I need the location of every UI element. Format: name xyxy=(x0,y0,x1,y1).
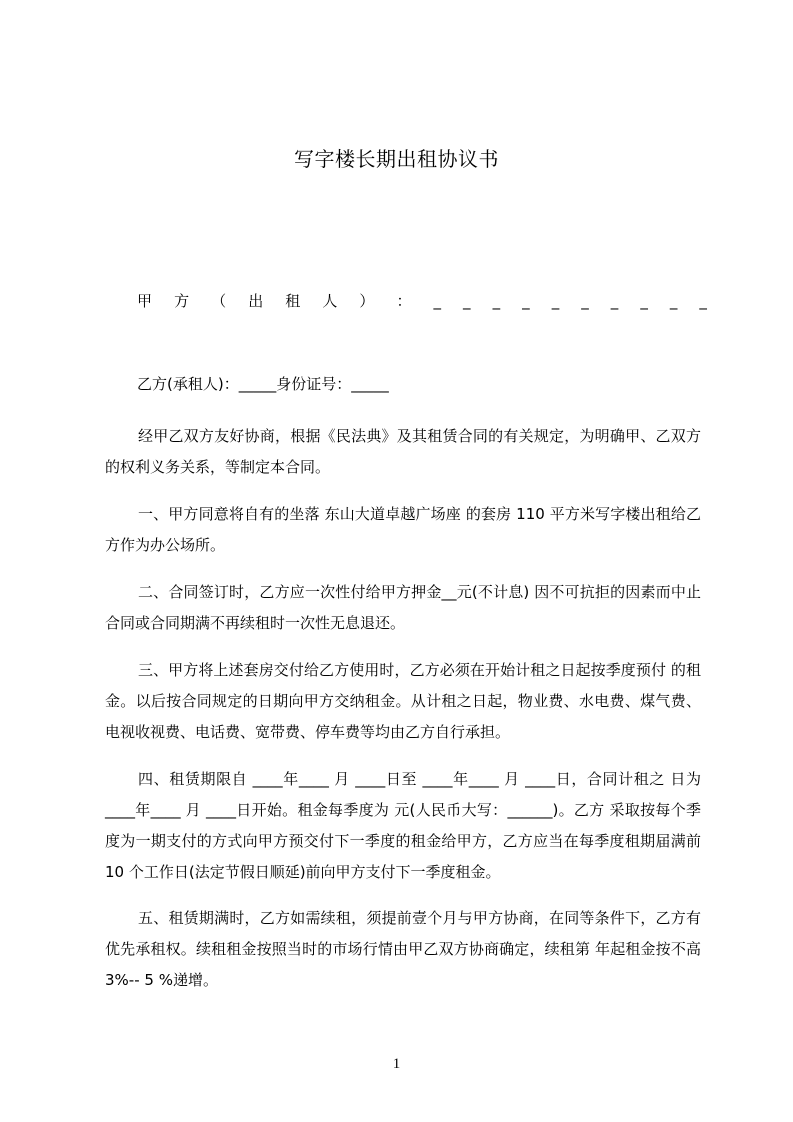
party-a-char: ： xyxy=(396,292,412,310)
party-a-char: 方 xyxy=(174,292,190,310)
party-a-char: （ xyxy=(211,292,227,310)
clause-3-paragraph: 三、甲方将上述套房交付给乙方使用时，乙方必须在开始计租之日起按季度预付 的租金。以后按合同规定的日期向甲方交纳租金。从计租之日起，物业费、水电费、煤气费、电视收视费、电话费、宽带费、停车费等均由乙方自行承担。 xyxy=(105,661,701,741)
document-title: 写字楼长期出租协议书 xyxy=(294,147,499,171)
party-a-blank: _ xyxy=(522,292,530,310)
party-a-blank: _ xyxy=(640,292,648,310)
clause-4-paragraph: 四、租赁期限自 ____年____ 月 ____日至 ____年____ 月 ____日，合同计租之 日为 ____年____ 月 ____日开始。租金每季度为 元(人民币大写：______)。乙方 采取按每个季度为一期支付的方式向甲方预交付下一季度的租金给甲方，乙方应当在每季度租期届满前 10 个工作日(法定节假日顺延)前向甲方支付下一季度租金。 xyxy=(105,770,701,881)
party-a-char: 出 xyxy=(248,292,264,310)
preamble-paragraph: 经甲乙双方友好协商，根据《民法典》及其租赁合同的有关规定，为明确甲、乙双方的权利义务关系，等制定本合同。 xyxy=(105,427,701,476)
party-b-line: 乙方(承租人)：_____身份证号：_____ xyxy=(137,375,389,393)
clause-5-paragraph: 五、租赁期满时，乙方如需续租，须提前壹个月与甲方协商，在同等条件下，乙方有优先承租权。续租租金按照当时的市场行情由甲乙双方协商确定，续租第 年起租金按不高 3%-- 5 %递增。 xyxy=(105,909,701,989)
clause-2-paragraph: 二、合同签订时，乙方应一次性付给甲方押金__元(不计息) 因不可抗拒的因素而中止合同或合同期满不再续租时一次性无息退还。 xyxy=(105,583,701,632)
party-a-blank: _ xyxy=(551,292,560,310)
clause-1-paragraph: 一、甲方同意将自有的坐落 东山大道卓越广场座 的套房 110 平方米写字楼出租给乙方作为办公场所。 xyxy=(105,505,701,554)
party-a-char: 甲 xyxy=(137,292,153,310)
page-number: 1 xyxy=(392,1056,401,1072)
party-a-char: 租 xyxy=(285,292,301,310)
party-a-line xyxy=(137,290,707,311)
party-a-blank: _ xyxy=(463,292,471,310)
party-a-blank: _ xyxy=(699,292,707,310)
party-a-blank: _ xyxy=(581,292,589,310)
party-a-blank: _ xyxy=(610,292,619,310)
party-a-blank: _ xyxy=(433,292,441,310)
party-a-blank: _ xyxy=(492,292,501,310)
party-a-char: ） xyxy=(359,292,375,310)
party-a-char: 人 xyxy=(322,292,338,310)
party-a-blank: _ xyxy=(669,292,678,310)
